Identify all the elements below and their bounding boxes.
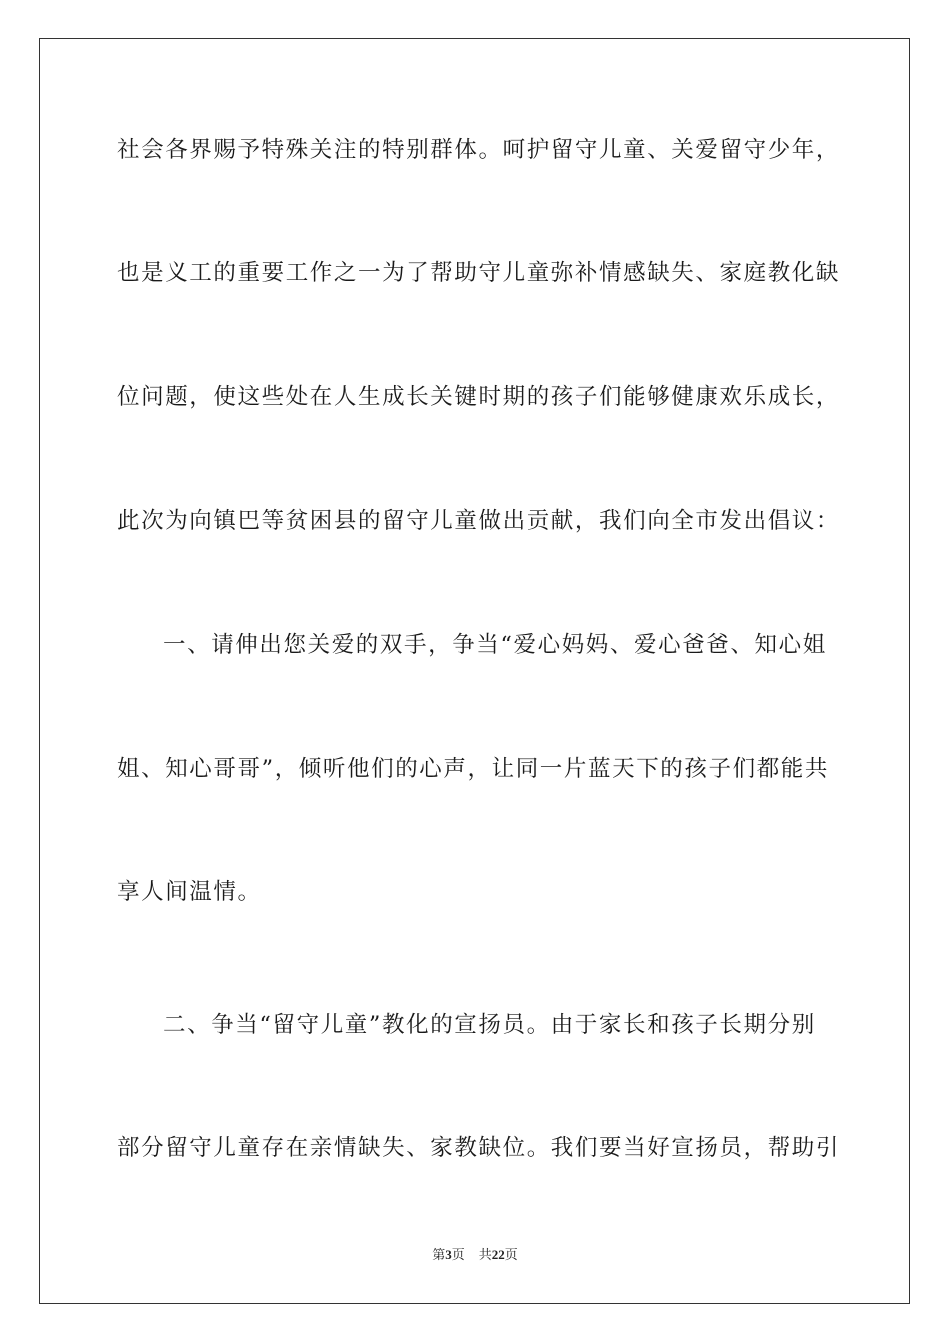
paragraph-line-1: 社会各界赐予特殊关注的特别群体。呵护留守儿童、关爱留守少年，	[117, 137, 841, 163]
paragraph-line-6: 姐、知心哥哥”，倾听他们的心声，让同一片蓝天下的孩子们都能共	[117, 756, 830, 782]
page-number-suffix: 页	[451, 1248, 465, 1263]
paragraph-line-8: 二、争当“留守儿童”教化的宣扬员。由于家长和孩子长期分别	[163, 1012, 816, 1038]
paragraph-line-9: 部分留守儿童存在亲情缺失、家教缺位。我们要当好宣扬员，帮助引	[117, 1135, 841, 1161]
total-pages-number: 22	[491, 1247, 505, 1262]
current-page-number: 3	[445, 1247, 452, 1262]
paragraph-line-5: 一、请伸出您关爱的双手，争当“爱心妈妈、爱心爸爸、知心姐	[163, 632, 827, 658]
paragraph-line-2: 也是义工的重要工作之一为了帮助守儿童弥补情感缺失、家庭教化缺	[117, 260, 841, 286]
page-border	[39, 38, 910, 1304]
page-number-prefix: 第	[432, 1248, 446, 1263]
paragraph-line-4: 此次为向镇巴等贫困县的留守儿童做出贡献，我们向全市发出倡议：	[117, 508, 841, 534]
paragraph-line-3: 位问题，使这些处在人生成长关键时期的孩子们能够健康欢乐成长，	[117, 384, 841, 410]
page-footer	[0, 1246, 950, 1265]
total-pages-suffix: 页	[504, 1248, 518, 1263]
paragraph-line-7: 享人间温情。	[117, 879, 262, 905]
total-pages-prefix: 共	[478, 1248, 492, 1263]
